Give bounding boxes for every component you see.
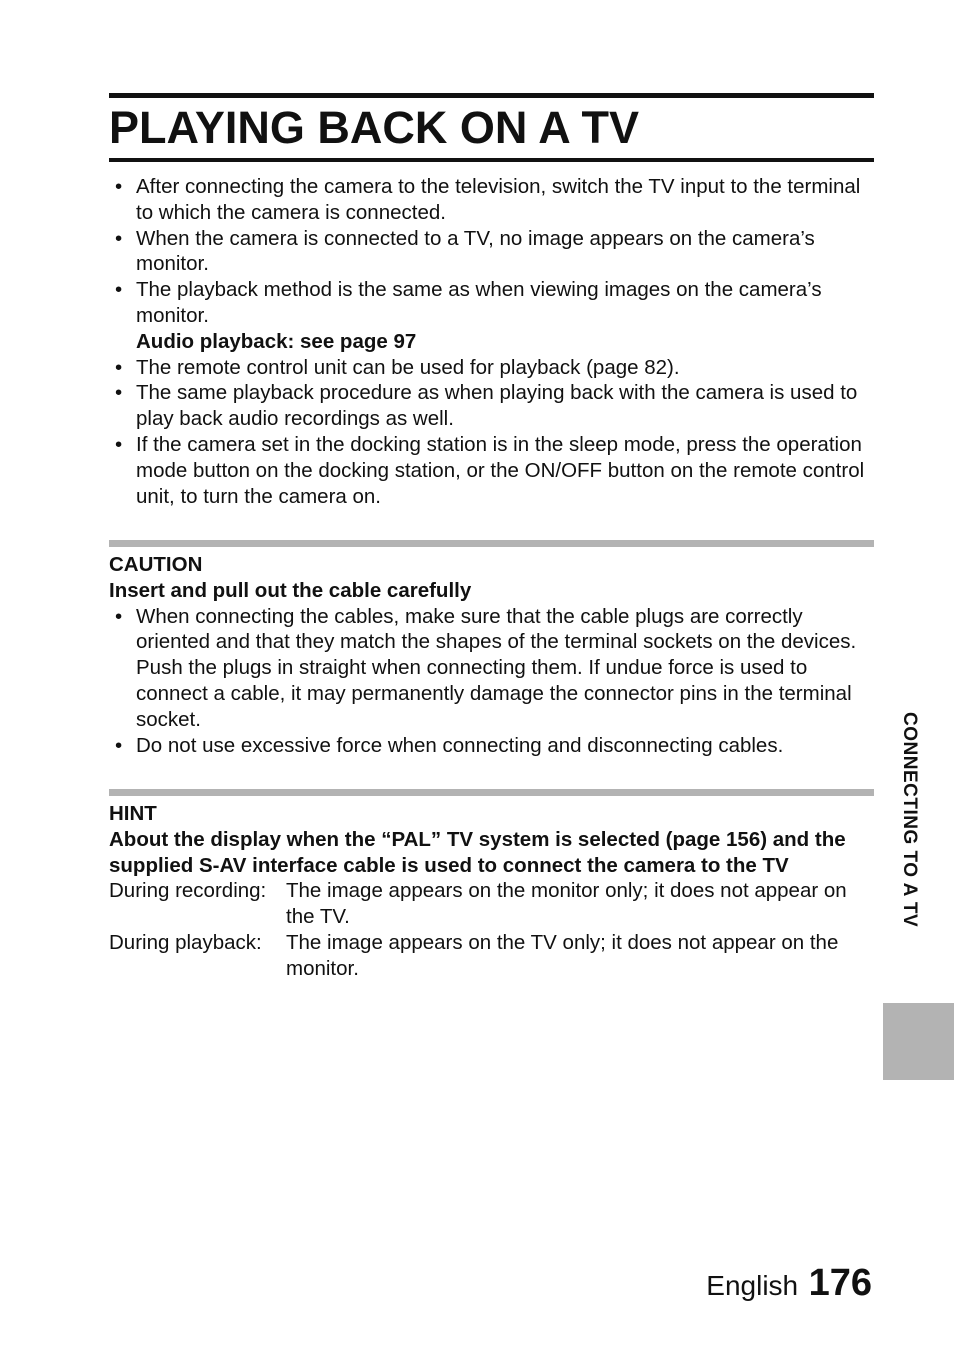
list-item: • The playback method is the same as when viewing images on the camera’s monitor. bbox=[109, 277, 874, 329]
intro-bullets bbox=[109, 174, 874, 509]
page-footer bbox=[706, 1262, 872, 1305]
caution-subtitle: Insert and pull out the cable carefully bbox=[109, 578, 472, 602]
title-bottom-rule bbox=[109, 158, 874, 162]
page-title: PLAYING BACK ON A TV bbox=[109, 102, 640, 153]
list-item: • After connecting the camera to the television, switch the TV input to the terminal to which the camera is connected. bbox=[109, 174, 874, 226]
list-item: • The same playback procedure as when playing back with the camera is used to play back audio recordings as well. bbox=[109, 380, 874, 432]
hint-row-text: The image appears on the monitor only; it does not appear on the TV. bbox=[286, 879, 847, 929]
side-tab-label: CONNECTING TO A TV bbox=[899, 712, 920, 928]
title-top-rule bbox=[109, 93, 874, 98]
hint-subtitle: About the display when the “PAL” TV system is selected (page 156) and the supplied S-AV interface cable is used to connect the camera to the TV bbox=[109, 827, 846, 877]
hint-divider bbox=[109, 789, 874, 796]
list-item: • When the camera is connected to a TV, no image appears on the camera’s monitor. bbox=[109, 226, 874, 278]
side-tab-block bbox=[883, 1003, 954, 1080]
hint-row-text: The image appears on the TV only; it does not appear on the monitor. bbox=[286, 930, 839, 980]
caution-divider bbox=[109, 540, 874, 547]
caution-label: CAUTION bbox=[109, 553, 203, 576]
hint-label: HINT bbox=[109, 802, 157, 825]
footer-language: English bbox=[706, 1270, 799, 1301]
caution-section bbox=[109, 552, 874, 758]
list-item: • When connecting the cables, make sure that the cable plugs are correctly oriented and that they match the shapes of the terminal sockets on the devices. Push the plugs in straight when connecting them. If undue force is used to connect a cable, it may permanently damage the connector pins in the terminal socket. bbox=[109, 604, 874, 733]
list-item: • If the camera set in the docking station is in the sleep mode, press the operation mode button on the docking station, or the ON/OFF button on the remote control unit, to turn the camera on. bbox=[109, 432, 874, 509]
list-item: • The remote control unit can be used for playback (page 82). bbox=[109, 355, 874, 381]
audio-playback-note: Audio playback: see page 97 bbox=[136, 329, 417, 353]
hint-section bbox=[109, 801, 874, 982]
list-item: • Do not use excessive force when connecting and disconnecting cables. bbox=[109, 733, 874, 759]
hint-row-label: During playback: bbox=[109, 930, 262, 954]
hint-row-playback bbox=[109, 930, 874, 982]
page-number: 176 bbox=[808, 1262, 872, 1304]
hint-row-label: During recording: bbox=[109, 879, 267, 903]
hint-row-recording bbox=[109, 878, 874, 930]
